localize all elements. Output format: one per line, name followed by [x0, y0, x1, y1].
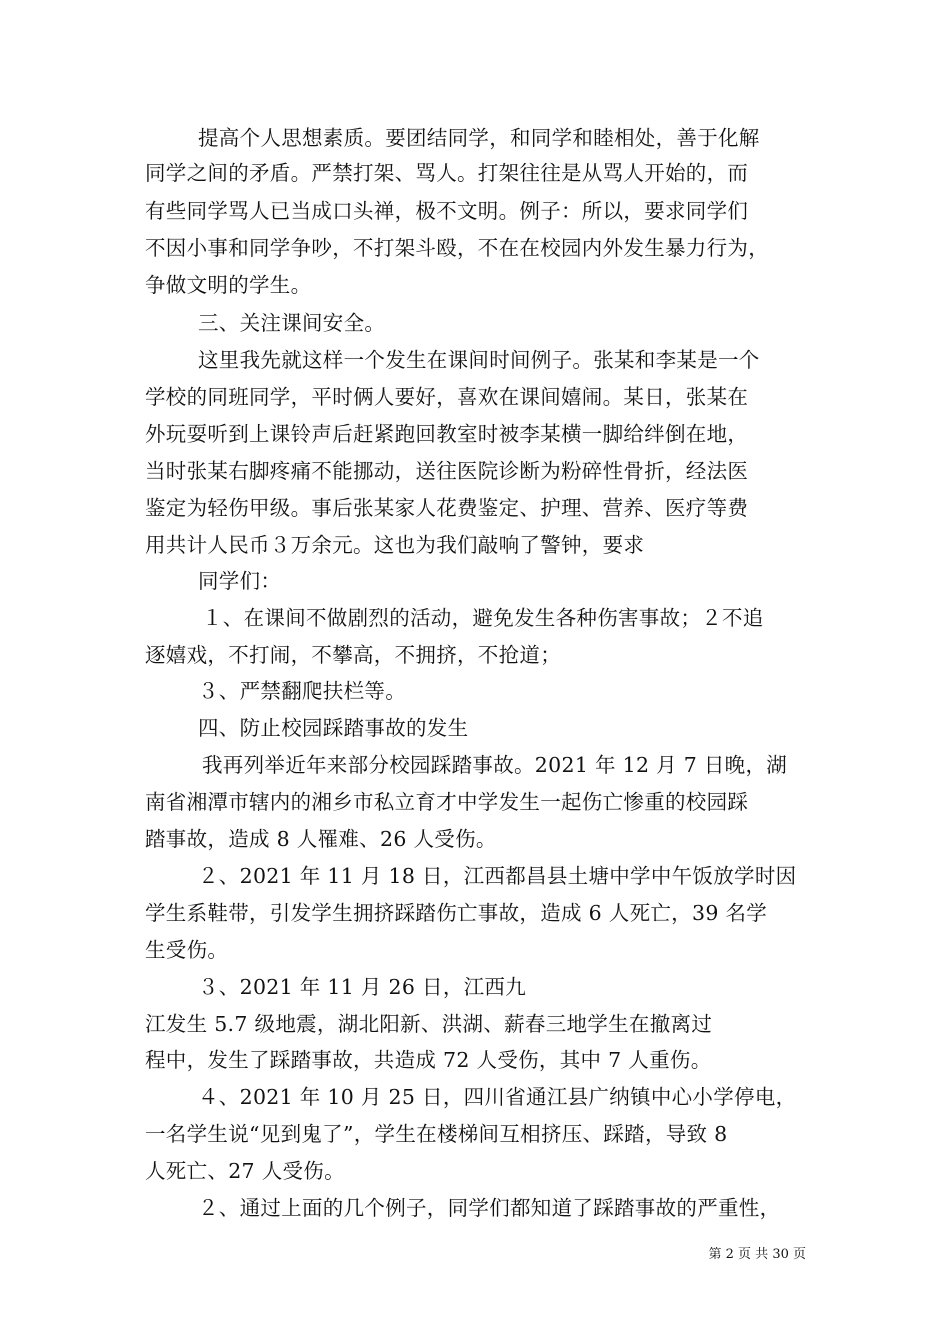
section-heading: 三、关注课间安全。	[198, 311, 386, 335]
text-line: 生受伤。	[145, 938, 229, 962]
text-line: 程中，发生了踩踏事故，共造成 72 人受伤，其中 7 人重伤。	[145, 1048, 712, 1072]
section-heading: 四、防止校园踩踏事故的发生	[198, 716, 469, 740]
text-line: 鉴定为轻伤甲级。事后张某家人花费鉴定、护理、营养、医疗等费	[145, 496, 749, 520]
text-line: 人死亡、27 人受伤。	[145, 1159, 345, 1183]
text-line: 一名学生说“见到鬼了”，学生在楼梯间互相挤压、踩踏，导致 8	[145, 1122, 728, 1146]
text-line: 用共计人民币３万余元。这也为我们敲响了警钟，要求	[145, 533, 645, 557]
text-line: 有些同学骂人已当成口头禅，极不文明。例子：所以，要求同学们	[145, 199, 749, 223]
text-line: １、在课间不做剧烈的活动，避免发生各种伤害事故；２不追	[202, 606, 764, 630]
text-line: ２、通过上面的几个例子，同学们都知道了踩踏事故的严重性，	[198, 1196, 781, 1220]
text-line: ３、严禁翻爬扶栏等。	[198, 679, 406, 703]
text-line: 江发生 5.7 级地震，湖北阳新、洪湖、薪春三地学生在撤离过	[145, 1012, 713, 1036]
text-line: ３、2021 年 11 月 26 日，江西九	[198, 975, 527, 999]
text-line: 不因小事和同学争吵，不打架斗殴，不在在校园内外发生暴力行为，	[145, 236, 769, 260]
text-line: 这里我先就这样一个发生在课间时间例子。张某和李某是一个	[198, 348, 760, 372]
page-number: 第 2 页 共 30 页	[708, 1247, 806, 1262]
text-line: 外玩耍听到上课铃声后赶紧跑回教室时被李某横一脚给绊倒在地，	[145, 422, 749, 446]
text-line: 学校的同班同学，平时俩人要好，喜欢在课间嬉闹。某日，张某在	[145, 385, 749, 409]
text-line: 我再列举近年来部分校园踩踏事故。2021 年 12 月 7 日晚，湖	[202, 753, 788, 777]
text-line: 踏事故，造成 8 人罹难、26 人受伤。	[145, 827, 497, 851]
text-line: 同学之间的矛盾。严禁打架、骂人。打架往往是从骂人开始的，而	[145, 161, 749, 185]
text-line: ２、2021 年 11 月 18 日，江西都昌县土塘中学中午饭放学时因	[198, 864, 797, 888]
text-line: 南省湘潭市辖内的湘乡市私立育才中学发生一起伤亡惨重的校园踩	[145, 790, 749, 814]
text-line: 学生系鞋带，引发学生拥挤踩踏伤亡事故，造成 6 人死亡，39 名学	[145, 901, 768, 925]
text-line: 逐嬉戏，不打闹，不攀高，不拥挤，不抢道；	[145, 643, 561, 667]
text-line: 当时张某右脚疼痛不能挪动，送往医院诊断为粉碎性骨折，经法医	[145, 459, 749, 483]
text-line: ４、2021 年 10 月 25 日，四川省通江县广纳镇中心小学停电，	[198, 1085, 797, 1109]
text-line: 同学们：	[198, 569, 282, 593]
text-line: 争做文明的学生。	[145, 273, 312, 297]
text-line: 提高个人思想素质。要团结同学，和同学和睦相处，善于化解	[198, 126, 760, 150]
